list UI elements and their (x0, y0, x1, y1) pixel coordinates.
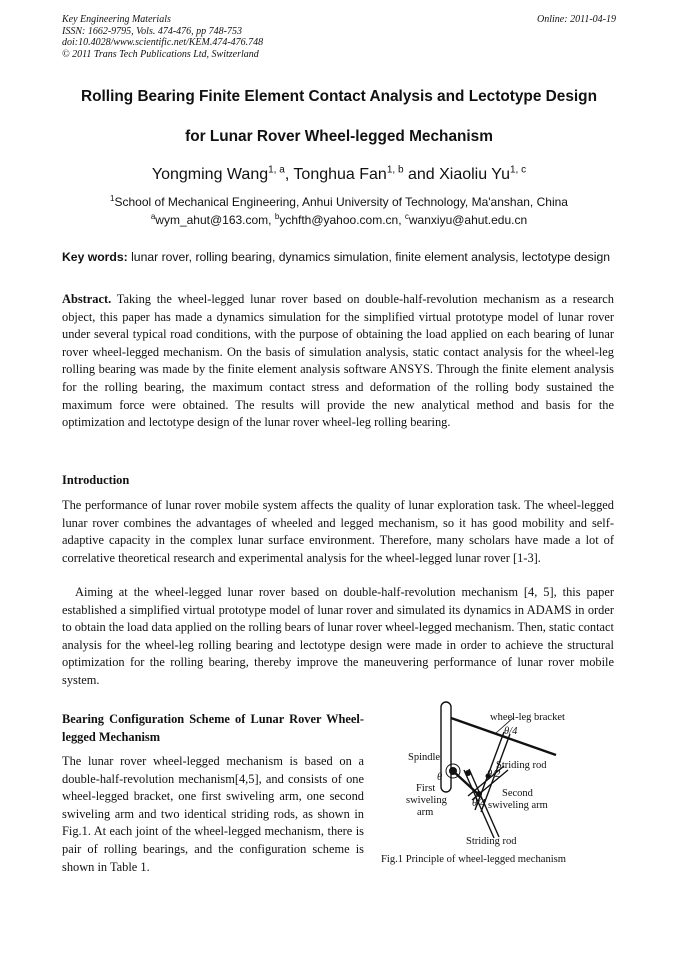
label-theta-2: θ/2 (487, 769, 501, 780)
figure-1-caption: Fig.1 Principle of wheel-legged mechanism (381, 854, 567, 865)
keywords-label: Key words: (62, 250, 128, 264)
label-wheel-leg-bracket: wheel-leg bracket (490, 712, 565, 723)
label-first-2: swiveling (406, 795, 447, 806)
label-first-1: First (416, 783, 436, 794)
wheel-leg-bracket-bar (441, 702, 451, 792)
label-second-1: Second (502, 788, 533, 799)
abstract-label: Abstract. (62, 292, 112, 306)
joint-spindle (465, 770, 471, 776)
keywords (62, 249, 614, 266)
intro-paragraph-2: Aiming at the wheel-legged lunar rover based on double-half-revolution mechanism [4, 5], this paper established a simplified virtual prototype model of lunar rover and simulated its dynamics in ADAMS in order to obtain the load data applied on the rolling bears of lunar rover wheel-legged mechanism. Then, static contact analysis for the wheel-leg rolling bearing and lectotype design were made in order to achieve the structural optimization for the rolling bearing, thereby improve the maneuvering performance of lunar rover mobile system. (62, 585, 615, 687)
label-second-2: swiveling arm (488, 800, 548, 811)
affiliation: $^1$School of Mechanical Engineering, Anhui University of Technology, Ma'anshan, China (110, 194, 568, 209)
label-first-3: arm (417, 807, 434, 818)
section-heading-bearing: Bearing Configuration Scheme of Lunar Rover Wheel-legged Mechanism (62, 712, 364, 744)
label-theta: θ (437, 772, 443, 783)
paper-title-line1: Rolling Bearing Finite Element Contact Analysis and Lectotype Design (81, 88, 597, 105)
label-striding-rod-lower: Striding rod (466, 836, 517, 847)
section-heading-introduction: Introduction (62, 473, 130, 487)
label-striding-rod-upper: Striding rod (496, 760, 547, 771)
abstract-text: Taking the wheel-legged lunar rover based on double-half-revolution mechanism as a research object, this paper has made a dynamics simulation for the simplified virtual prototype model of lunar rover under several typical road conditions, with the purpose of obtaining the load applied on each bearing of lunar rover wheel-legged mechanism. On the basis of simulation analysis, static contact analysis for the wheel-leg rolling bearing was made by the finite element analysis software ANSYS. Through the finite element analysis for the rolling bearing, the maximum contact stress and deformation of the rolling body sustained the maximum force were obtained. The results will provide the new analytical method and basis for the optimization and lectotype design of the lunar rover wheel-leg rolling bearing. (62, 292, 614, 430)
journal-header (62, 14, 263, 60)
label-spindle: Spindle (408, 752, 441, 763)
author-list: Yongming Wang$^{1, a}$, Tonghua Fan$^{1, b}$ and Xiaoliu Yu$^{1, c}$ (151, 164, 527, 183)
online-date: Online: 2011-04-19 (537, 14, 616, 25)
intro-paragraph-1: The performance of lunar rover mobile system affects the quality of lunar exploration task. The wheel-legged lunar rover combines the advantages of wheeled and legged mechanism, so it has good mobility and self-adaptive capacity in the complex lunar surface environment. Therefore, many scholars have made a lot of correlative theoretical research and experimental analysis for the wheel-legged lunar rover [1-3]. (62, 498, 614, 565)
label-theta-4-mid: θ/4 (472, 798, 486, 809)
journal-name: Key Engineering Materials (62, 14, 171, 25)
keywords-text: lunar rover, rolling bearing, dynamics simulation, finite element analysis, lectotype design (127, 250, 611, 264)
bearing-paragraph-1: The lunar rover wheel-legged mechanism is based on a double-half-revolution mechanism[4,5], and consists of one wheel-legged bracket, one first swiveling arm, one second swiveling arm and two identical striding rods, as shown in Fig.1. At each joint of the wheel-legged mechanism, there is pair of rolling bearings, and the configuration scheme is shown in Table 1. (62, 754, 364, 874)
label-theta-4-top: θ/4 (504, 726, 518, 737)
copyright: © 2011 Trans Tech Publications Ltd, Switzerland (62, 48, 259, 60)
author-emails: $^a$wym_ahut@163.com, $^b$ychfth@yahoo.com.cn, $^c$wanxiyu@ahut.edu.cn (150, 212, 528, 227)
issn: ISSN: 1662-9795, Vols. 474-476, pp 748-753 (62, 25, 242, 37)
abstract (62, 291, 614, 432)
paper-title-line2: for Lunar Rover Wheel-legged Mechanism (185, 128, 493, 145)
author-1: Yongming Wang (151, 166, 269, 183)
doi: doi:10.4028/www.scientific.net/KEM.474-476.748 (62, 37, 264, 48)
